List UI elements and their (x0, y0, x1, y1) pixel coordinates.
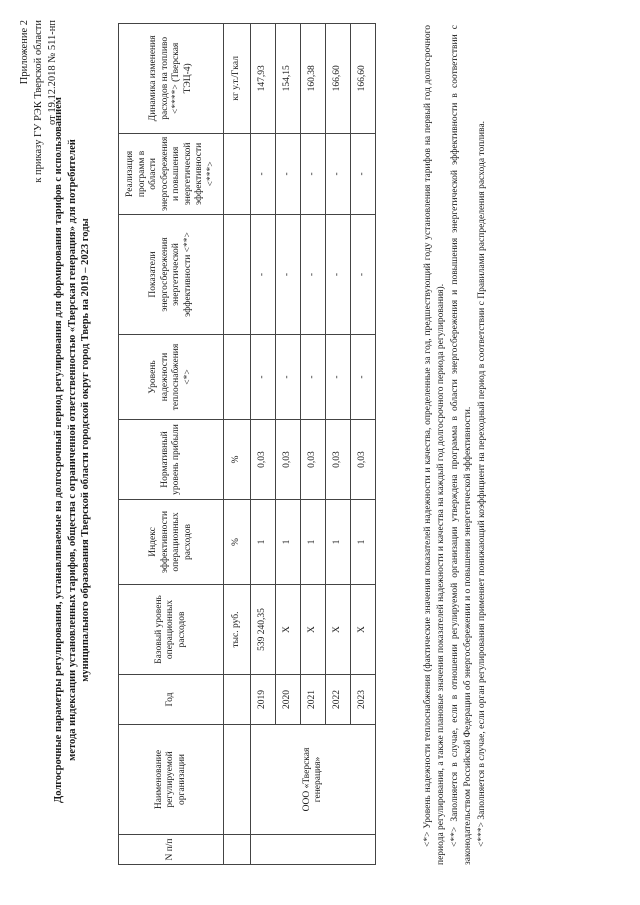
title-line-2: метода индексации установленных тарифов, общества с ограниченной ответственностью «Тверская генерация» для потребителей (66, 139, 78, 761)
year-cell: 2022 (326, 675, 351, 725)
reliability-cell: - (251, 335, 276, 420)
appendix-number: Приложение 2 (19, 20, 30, 85)
unit-cell (224, 133, 251, 214)
efficiency-index-cell: 1 (326, 500, 351, 585)
appendix-date: от 19.12.2018 № 511-нп (47, 20, 58, 125)
energy-indicators-cell: - (351, 215, 376, 335)
unit-cell: % (224, 420, 251, 500)
footnote-energy-saving: <**> Заполняется в случае, если в отношении регулируемой организации утверждена программа в области энергосбережения и повышения энергетической эффективности в соответствии с законодательством Российской Федерации об энергосбережении и о повышении энергетической эффективности. (450, 25, 473, 865)
document-title (52, 35, 93, 865)
reliability-cell: - (276, 335, 301, 420)
efficiency-index-cell: 1 (276, 500, 301, 585)
fuel-dynamics-cell: 160,38 (301, 23, 326, 133)
header-number: N п/п (119, 835, 224, 865)
base-costs-cell: 539 240,35 (251, 585, 276, 675)
fuel-dynamics-cell: 166,60 (326, 23, 351, 133)
footnote-reliability: <*> Уровень надежности теплоснабжения (фактические значения показателей надежности и качества, определенные за год, предшествующий году установления тарифов на первый год долгосрочного периода регулирования, а также плановые значения показателей надежности и качества на каждый год долгосрочного периода регулирования). (423, 25, 446, 865)
unit-cell: тыс. руб. (224, 585, 251, 675)
profit-level-cell: 0,03 (301, 420, 326, 500)
energy-indicators-cell: - (326, 215, 351, 335)
fuel-dynamics-cell: 166,60 (351, 23, 376, 133)
profit-level-cell: 0,03 (326, 420, 351, 500)
row-number-cell (251, 835, 376, 865)
unit-cell (224, 725, 251, 835)
table-header-row (119, 23, 224, 864)
program-cell: - (351, 133, 376, 214)
title-line-1: Долгосрочные параметры регулирования, устанавливаемые на долгосрочный период регулирования для формирования тарифов с использованием (53, 97, 64, 803)
profit-level-cell: 0,03 (251, 420, 276, 500)
title-line-3: муниципального образования Тверской области городской округ город Тверь на 2019 – 2023 годы (80, 218, 91, 682)
header-efficiency-index: Индекс эффективности операционных расходов (119, 500, 224, 585)
header-energy-indicators: Показатели энергосбережения энергетической эффективности <**> (119, 215, 224, 335)
unit-cell (224, 215, 251, 335)
year-cell: 2020 (276, 675, 301, 725)
header-fuel-dynamics: Динамика изменения расходов на топливо <****> (Тверская ТЭЦ-4) (119, 23, 224, 133)
table-row (251, 23, 276, 864)
base-costs-cell: Х (326, 585, 351, 675)
parameters-table (118, 23, 376, 865)
program-cell: - (276, 133, 301, 214)
program-cell: - (251, 133, 276, 214)
base-costs-cell: Х (276, 585, 301, 675)
unit-cell (224, 835, 251, 865)
year-cell: 2021 (301, 675, 326, 725)
header-year: Год (119, 675, 224, 725)
base-costs-cell: Х (301, 585, 326, 675)
efficiency-index-cell: 1 (351, 500, 376, 585)
header-program: Реализация программ в области энергосбережения и повышения энергетической эффективности <***> (119, 133, 224, 214)
energy-indicators-cell: - (276, 215, 301, 335)
efficiency-index-cell: 1 (251, 500, 276, 585)
reliability-cell: - (351, 335, 376, 420)
header-base-costs: Базовый уровень операционных расходов (119, 585, 224, 675)
reliability-cell: - (326, 335, 351, 420)
unit-cell (224, 675, 251, 725)
profit-level-cell: 0,03 (351, 420, 376, 500)
header-organization: Наименование регулируемой организации (119, 725, 224, 835)
year-cell: 2019 (251, 675, 276, 725)
organization-cell: ООО «Тверская генерация» (251, 725, 376, 835)
profit-level-cell: 0,03 (276, 420, 301, 500)
program-cell: - (326, 133, 351, 214)
footnotes (422, 25, 490, 865)
energy-indicators-cell: - (251, 215, 276, 335)
year-cell: 2023 (351, 675, 376, 725)
unit-cell (224, 335, 251, 420)
program-cell: - (301, 133, 326, 214)
unit-cell: кг у.т./Гкал (224, 23, 251, 133)
energy-indicators-cell: - (301, 215, 326, 335)
reliability-cell: - (301, 335, 326, 420)
unit-cell: % (224, 500, 251, 585)
efficiency-index-cell: 1 (301, 500, 326, 585)
table-units-row (224, 23, 251, 864)
footnote-fuel: <***> Заполняется в случае, если орган регулирования применяет понижающий коэффициент на переходный период в соответствии с Правилами распределения расхода топлива. (477, 120, 487, 847)
fuel-dynamics-cell: 154,15 (276, 23, 301, 133)
header-profit-level: Нормативный уровень прибыли (119, 420, 224, 500)
base-costs-cell: Х (351, 585, 376, 675)
fuel-dynamics-cell: 147,93 (251, 23, 276, 133)
header-reliability: Уровень надежности теплоснабжения <*> (119, 335, 224, 420)
appendix-order: к приказу ГУ РЭК Тверской области (33, 20, 44, 183)
